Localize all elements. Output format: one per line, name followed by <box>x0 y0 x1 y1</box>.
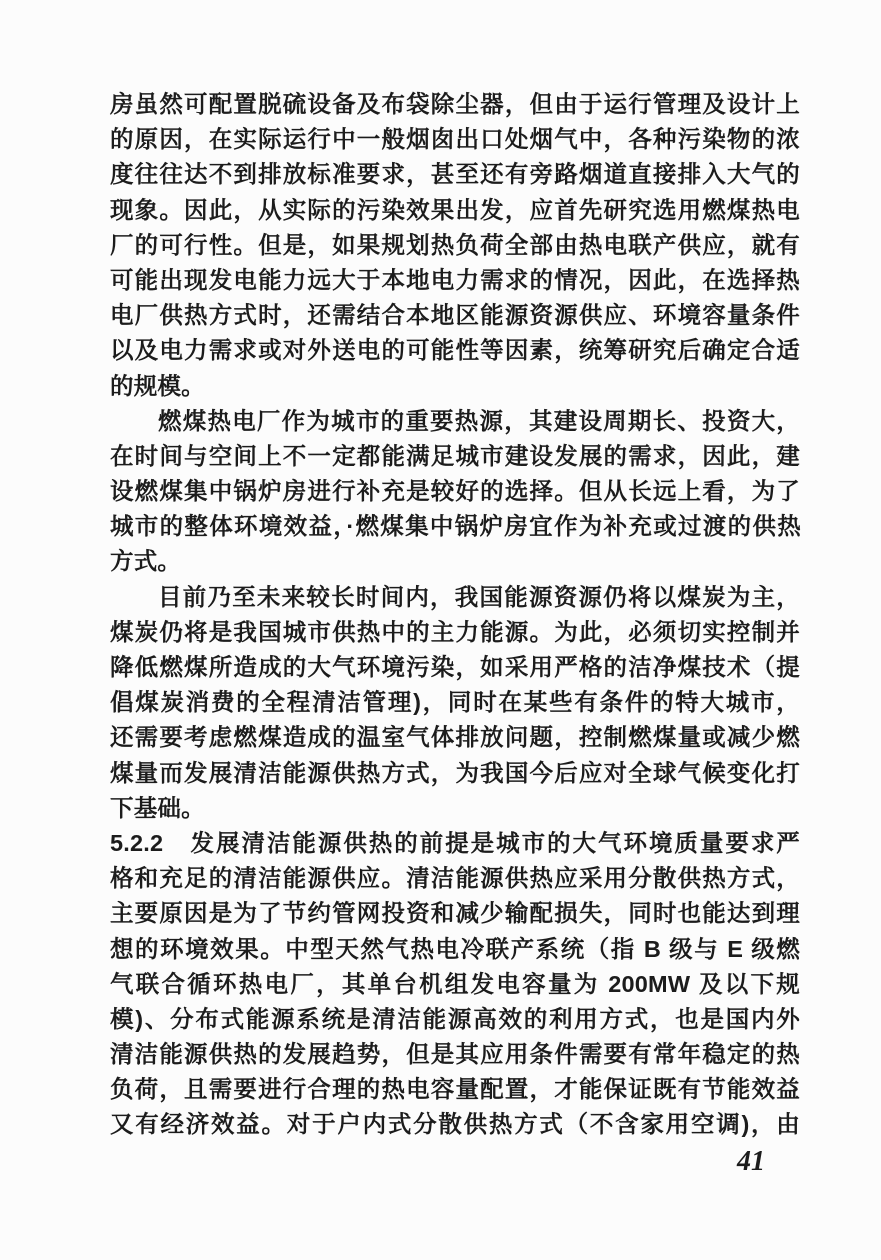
text-line: 还需要考虑燃煤造成的温室气体排放问题，控制燃煤量或减少燃 <box>110 724 800 751</box>
section-heading-line: 5.2.2 发展清洁能源供热的前提是城市的大气环境质量要求严 <box>110 829 800 856</box>
text-line: 现象。因此，从实际的污染效果出发，应首先研究选用燃煤热电 <box>110 196 800 223</box>
text-line: 在时间与空间上不一定都能满足城市建设发展的需求，因此，建 <box>110 442 800 469</box>
text-line: 电厂供热方式时，还需结合本地区能源资源供应、环境容量条件 <box>110 302 800 329</box>
text-line: 的规模。 <box>110 372 205 399</box>
text-line: 气联合循环热电厂，其单台机组发电容量为 200MW 及以下规 <box>110 970 800 997</box>
text-line: 方式。 <box>110 548 182 575</box>
body-text <box>110 87 800 1143</box>
text-line: 倡煤炭消费的全程清洁管理)，同时在某些有条件的特大城市， <box>110 689 800 716</box>
text-line: 下基础。 <box>110 794 205 821</box>
text-line: 格和充足的清洁能源供应。清洁能源供热应采用分散供热方式， <box>110 865 800 892</box>
page-number: 41 <box>737 1146 765 1177</box>
text-line: 模)、分布式能源系统是清洁能源高效的利用方式，也是国内外 <box>110 1005 800 1032</box>
text-line: 降低燃煤所造成的大气环境污染，如采用严格的洁净煤技术（提 <box>110 654 800 680</box>
text-line: 想的环境效果。中型天然气热电冷联产系统（指 B 级与 E 级燃 <box>110 935 800 962</box>
text-line: 可能出现发电能力远大于本地电力需求的情况，因此，在选择热 <box>110 266 800 293</box>
text-line: 负荷，且需要进行合理的热电容量配置，才能保证既有节能效益 <box>110 1076 800 1103</box>
text-line: 主要原因是为了节约管网投资和减少输配损失，同时也能达到理 <box>110 900 800 927</box>
text-line: 清洁能源供热的发展趋势，但是其应用条件需要有常年稳定的热 <box>110 1041 800 1068</box>
text-line: 以及电力需求或对外送电的可能性等因素，统筹研究后确定合适 <box>110 337 800 364</box>
text-line: 的原因，在实际运行中一般烟囱出口处烟气中，各种污染物的浓 <box>110 126 800 153</box>
text-line: 又有经济效益。对于户内式分散供热方式（不含家用空调)，由 <box>110 1111 800 1138</box>
text-line: 设燃煤集中锅炉房进行补充是较好的选择。但从长远上看，为了 <box>110 478 800 505</box>
text-line: 煤炭仍将是我国城市供热中的主力能源。为此，必须切实控制并 <box>110 618 800 645</box>
text-line: 煤量而发展清洁能源供热方式，为我国今后应对全球气候变化打 <box>110 759 800 786</box>
text-line: 房虽然可配置脱硫设备及布袋除尘器，但由于运行管理及设计上 <box>110 91 800 117</box>
text-line: 厂的可行性。但是，如果规划热负荷全部由热电联产供应，就有 <box>110 231 800 258</box>
text-line: 城市的整体环境效益，·燃煤集中锅炉房宜作为补充或过渡的供热 <box>110 513 800 540</box>
paragraph-start-line: 燃煤热电厂作为城市的重要热源，其建设周期长、投资大， <box>158 407 800 434</box>
text-line: 度往往达不到排放标准要求，甚至还有旁路烟道直接排入大气的 <box>110 161 800 188</box>
paragraph-start-line: 目前乃至未来较长时间内，我国能源资源仍将以煤炭为主， <box>158 583 800 610</box>
